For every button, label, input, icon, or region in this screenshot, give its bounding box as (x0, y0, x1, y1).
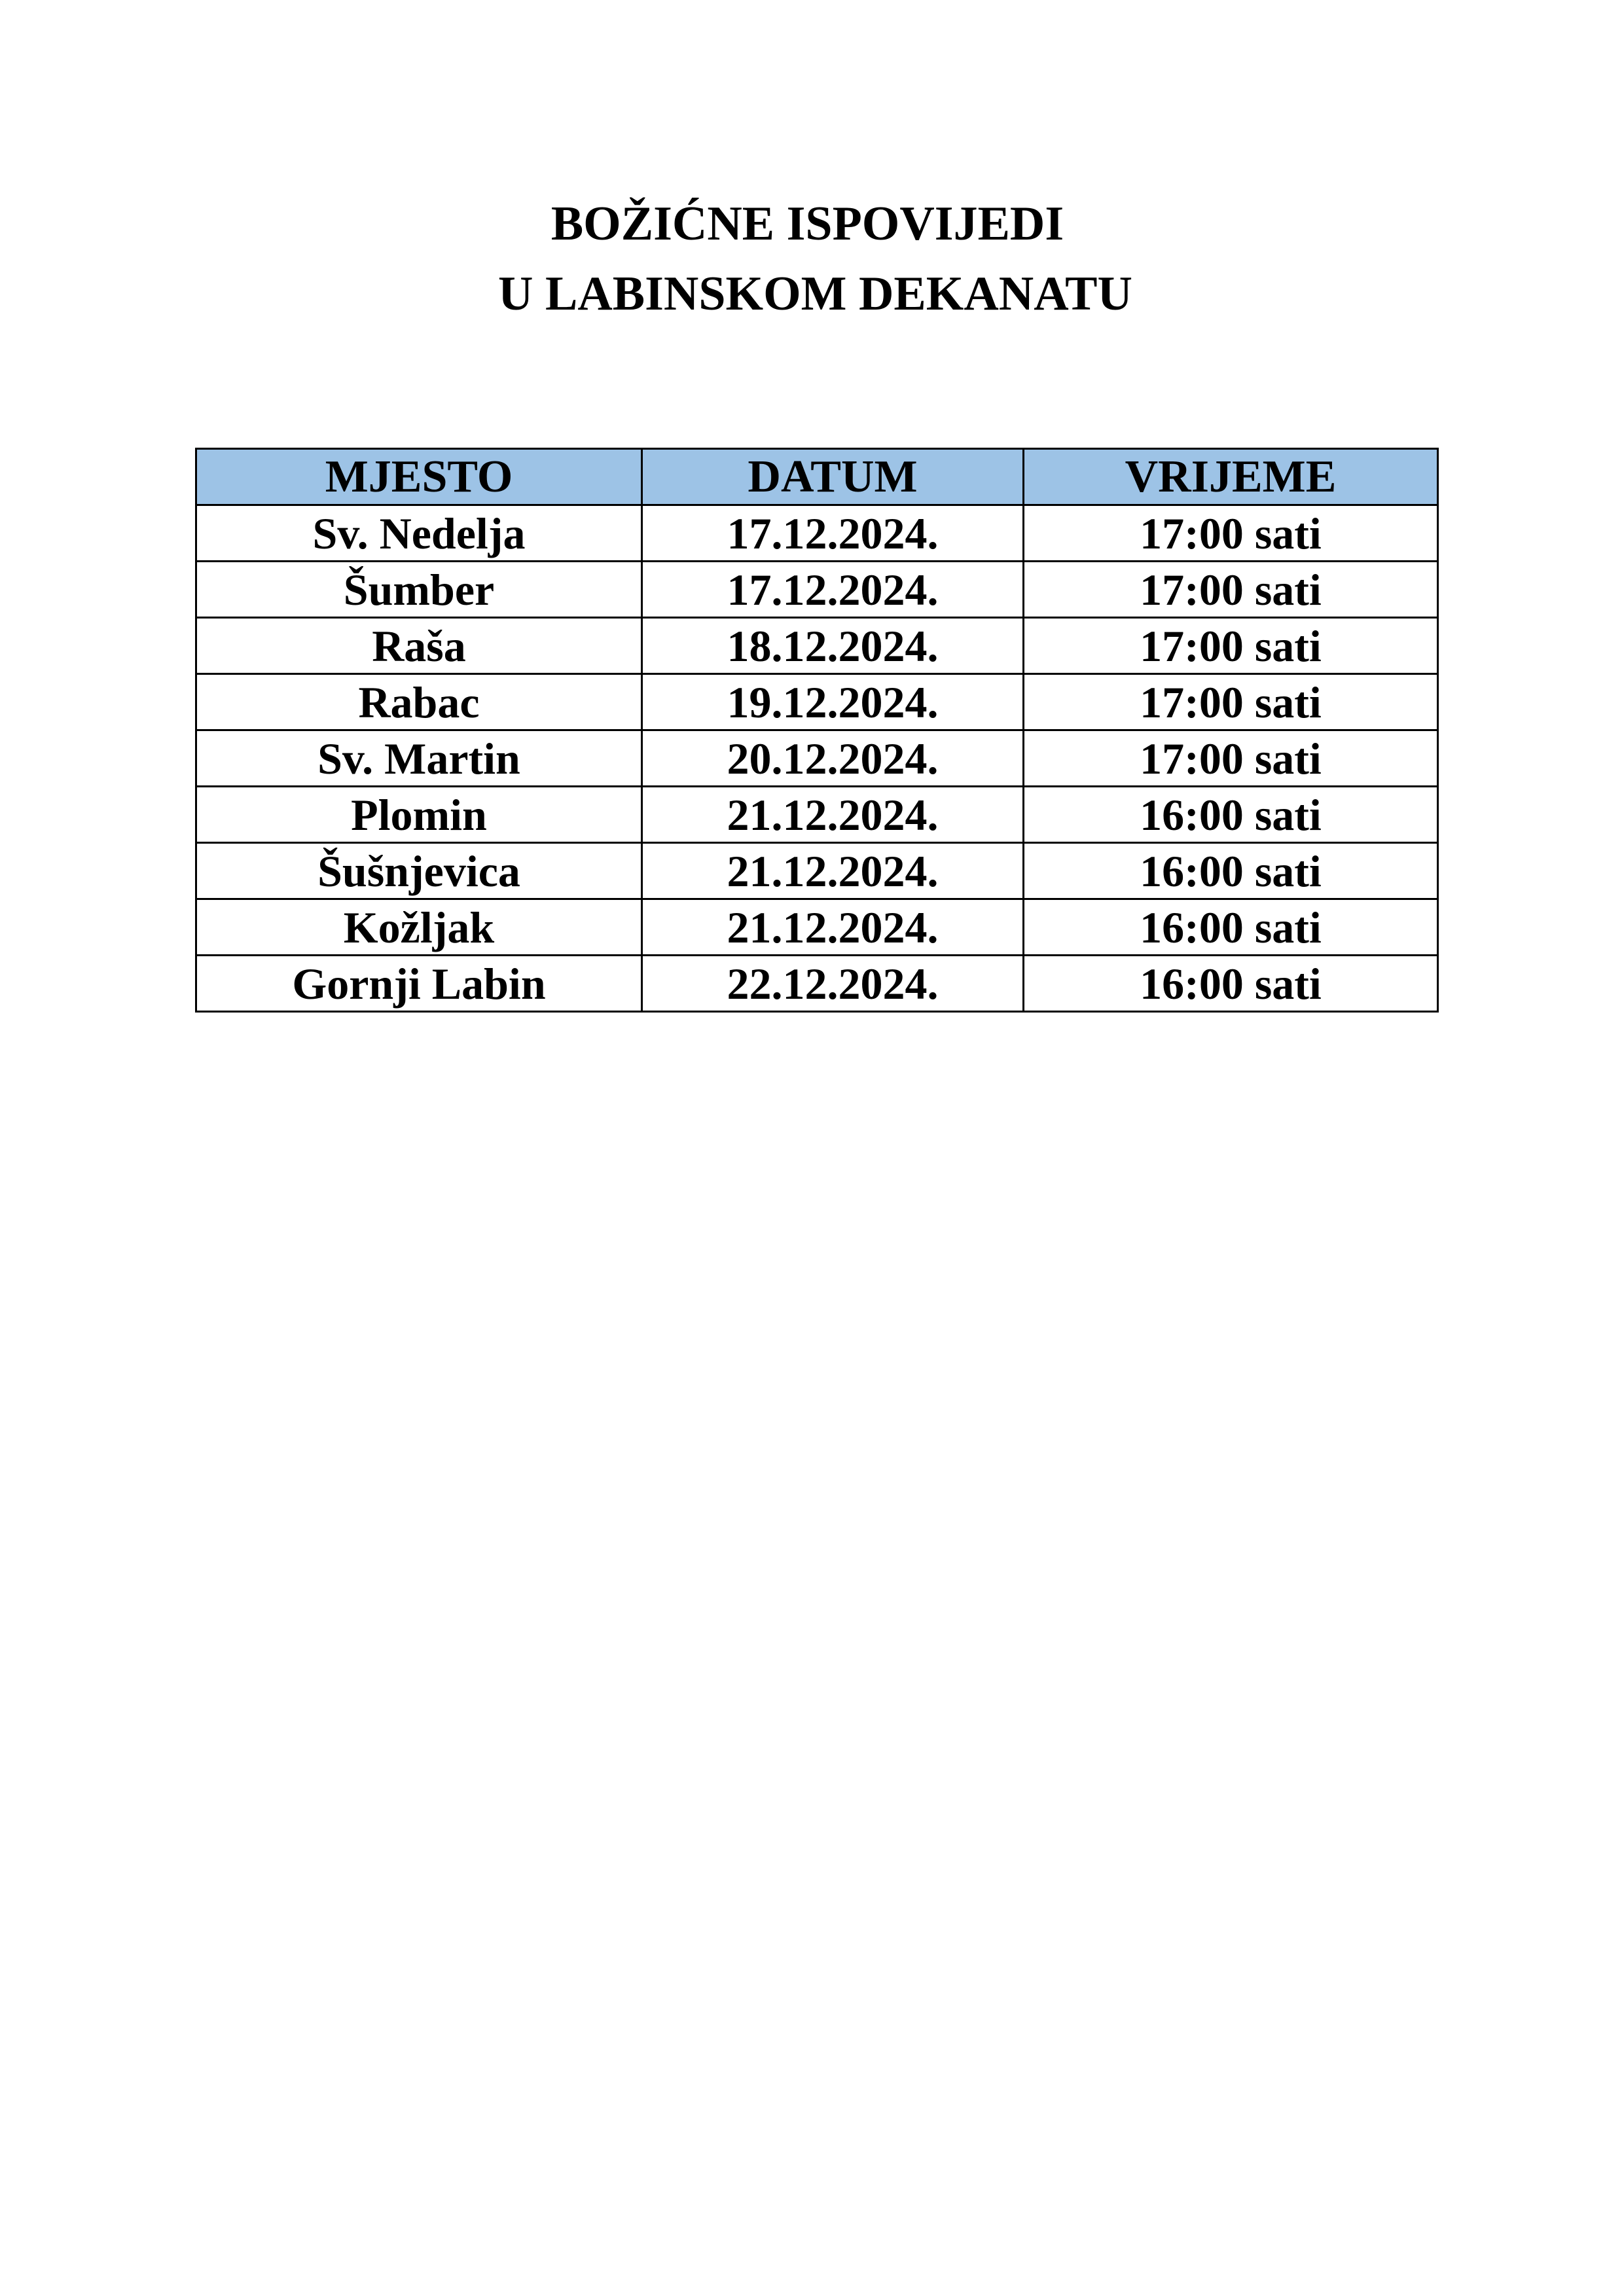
cell-date: 21.12.2024. (642, 843, 1024, 899)
column-header-vrijeme: VRIJEME (1024, 449, 1438, 505)
cell-date: 17.12.2024. (642, 562, 1024, 618)
cell-date: 21.12.2024. (642, 899, 1024, 956)
table-row (196, 562, 1438, 618)
cell-place: Sv. Martin (196, 730, 642, 787)
cell-date: 19.12.2024. (642, 674, 1024, 730)
cell-time: 16:00 sati (1024, 899, 1438, 956)
cell-date: 22.12.2024. (642, 956, 1024, 1012)
document-title-line-2: U LABINSKOM DEKANATU (498, 267, 1132, 321)
table-row (196, 730, 1438, 787)
cell-time: 16:00 sati (1024, 843, 1438, 899)
cell-time: 16:00 sati (1024, 956, 1438, 1012)
table-row (196, 618, 1438, 674)
confession-schedule-table (195, 448, 1439, 1013)
cell-time: 16:00 sati (1024, 787, 1438, 843)
cell-time: 17:00 sati (1024, 562, 1438, 618)
table-row (196, 956, 1438, 1012)
cell-time: 17:00 sati (1024, 730, 1438, 787)
document-title-line-1: BOŽIĆNE ISPOVIJEDI (550, 197, 1064, 251)
table-row (196, 787, 1438, 843)
cell-place: Rabac (196, 674, 642, 730)
table-row (196, 843, 1438, 899)
cell-place: Kožljak (196, 899, 642, 956)
column-header-mjesto: MJESTO (196, 449, 642, 505)
cell-place: Plomin (196, 787, 642, 843)
table-row (196, 899, 1438, 956)
cell-date: 17.12.2024. (642, 505, 1024, 562)
cell-time: 17:00 sati (1024, 618, 1438, 674)
table-row (196, 674, 1438, 730)
cell-place: Šumber (196, 562, 642, 618)
table-row (196, 505, 1438, 562)
cell-place: Gornji Labin (196, 956, 642, 1012)
cell-place: Šušnjevica (196, 843, 642, 899)
cell-date: 21.12.2024. (642, 787, 1024, 843)
cell-date: 18.12.2024. (642, 618, 1024, 674)
table-header-row (196, 449, 1438, 505)
cell-time: 17:00 sati (1024, 505, 1438, 562)
cell-place: Raša (196, 618, 642, 674)
cell-time: 17:00 sati (1024, 674, 1438, 730)
cell-date: 20.12.2024. (642, 730, 1024, 787)
column-header-datum: DATUM (642, 449, 1024, 505)
cell-place: Sv. Nedelja (196, 505, 642, 562)
